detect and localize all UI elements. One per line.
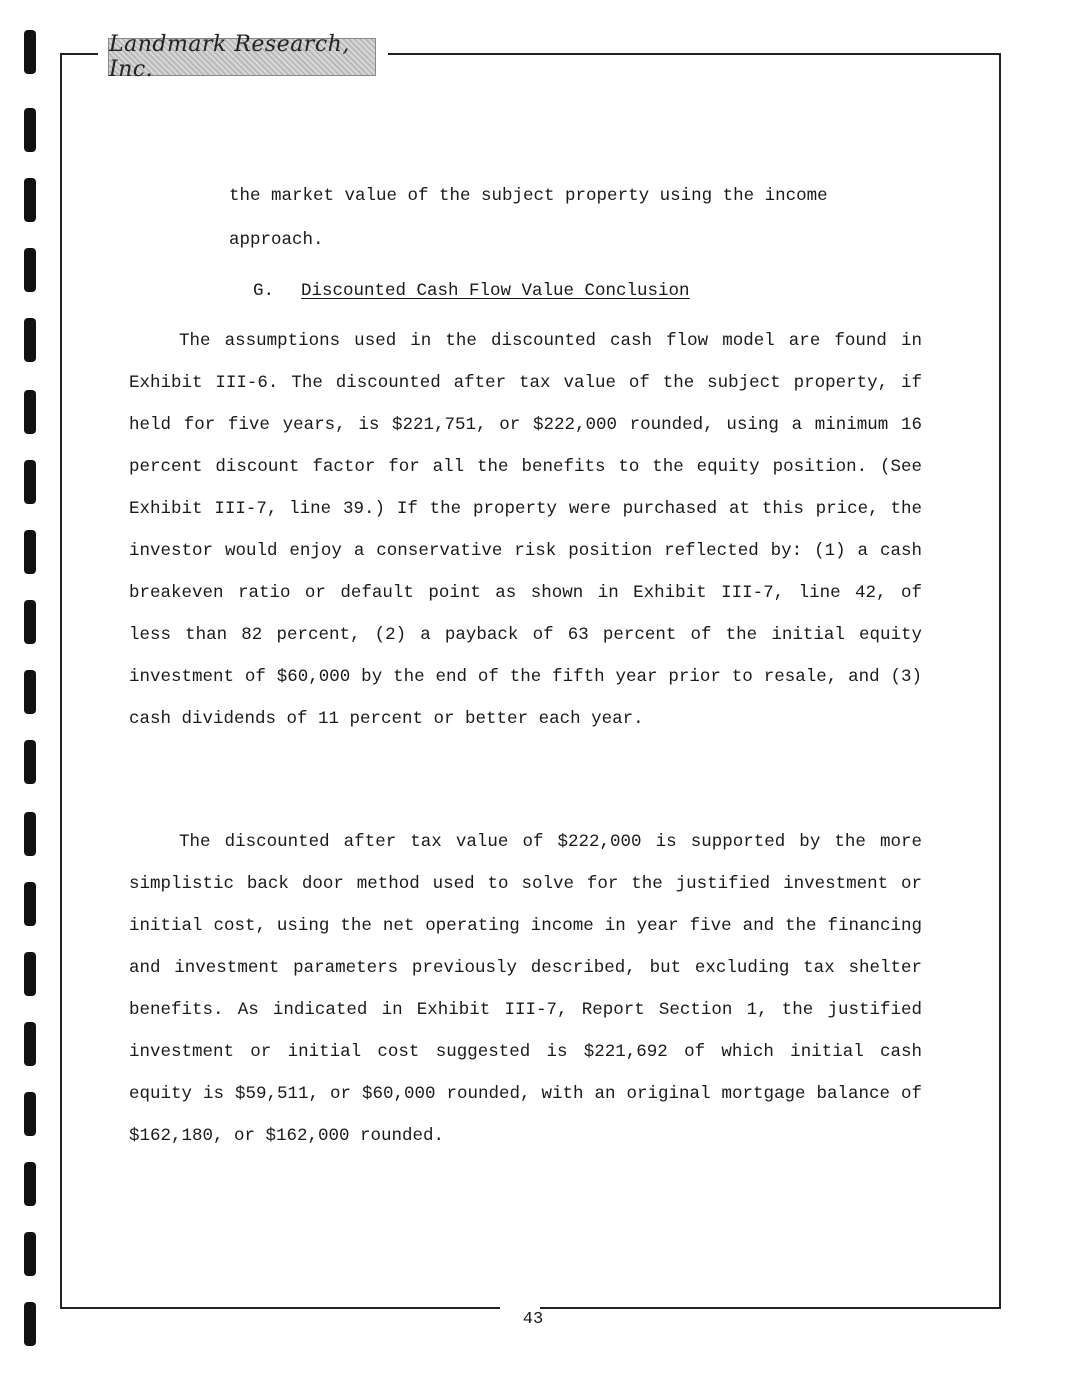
binder-hole [24, 740, 36, 784]
binder-hole [24, 248, 36, 292]
paragraph: The discounted after tax value of $222,000 is supported by the more simplistic back door method used to solve for the justified investment or initial cost, using the net operating income in year five and the financing and investment parameters previously described, but excluding tax shelter benefits. As indicated in Exhibit III-7, Report Section 1, the justified investment or initial cost suggested is $221,692 of which initial cash equity is $59,511, or $60,000 rounded, with an original mortgage balance of $162,180, or $162,000 rounded. [129, 832, 922, 1146]
binder-hole [24, 390, 36, 434]
section-title: Discounted Cash Flow Value Conclusion [301, 281, 690, 301]
binder-hole [24, 1302, 36, 1346]
paragraph: The assumptions used in the discounted cash flow model are found in Exhibit III-6. The discounted after tax value of the subject property, if held for five years, is $221,751, or $222,000 rounded, using a minimum 16 percent discount factor for all the benefits to the equity position. (See Exhibit III-7, line 39.) If the property were purchased at this price, the investor would enjoy a conservative risk position reflected by: (1) a cash breakeven ratio or default point as shown in Exhibit III-7, line 42, of less than 82 percent, (2) a payback of 63 percent of the initial equity investment of $60,000 by the end of the fifth year prior to resale, and (3) cash dividends of 11 percent or better each year. [129, 331, 922, 729]
binder-hole [24, 952, 36, 996]
binder-hole [24, 1232, 36, 1276]
binder-hole [24, 108, 36, 152]
binder-hole [24, 1022, 36, 1066]
binder-hole [24, 812, 36, 856]
binder-hole [24, 600, 36, 644]
company-logo [108, 32, 376, 82]
binder-hole [24, 460, 36, 504]
binder-hole [24, 1162, 36, 1206]
binder-hole [24, 318, 36, 362]
binder-hole [24, 882, 36, 926]
binder-holes [24, 0, 38, 1380]
binder-hole [24, 178, 36, 222]
binder-hole [24, 1092, 36, 1136]
section-letter: G. [253, 281, 275, 301]
binder-hole [24, 670, 36, 714]
section-heading [253, 281, 690, 301]
binder-hole [24, 30, 36, 74]
intro-text: the market value of the subject property using the income approach. [229, 186, 828, 250]
company-logo-text: Landmark Research, Inc. [109, 32, 350, 82]
binder-hole [24, 530, 36, 574]
page-number: 43 [522, 1310, 544, 1329]
